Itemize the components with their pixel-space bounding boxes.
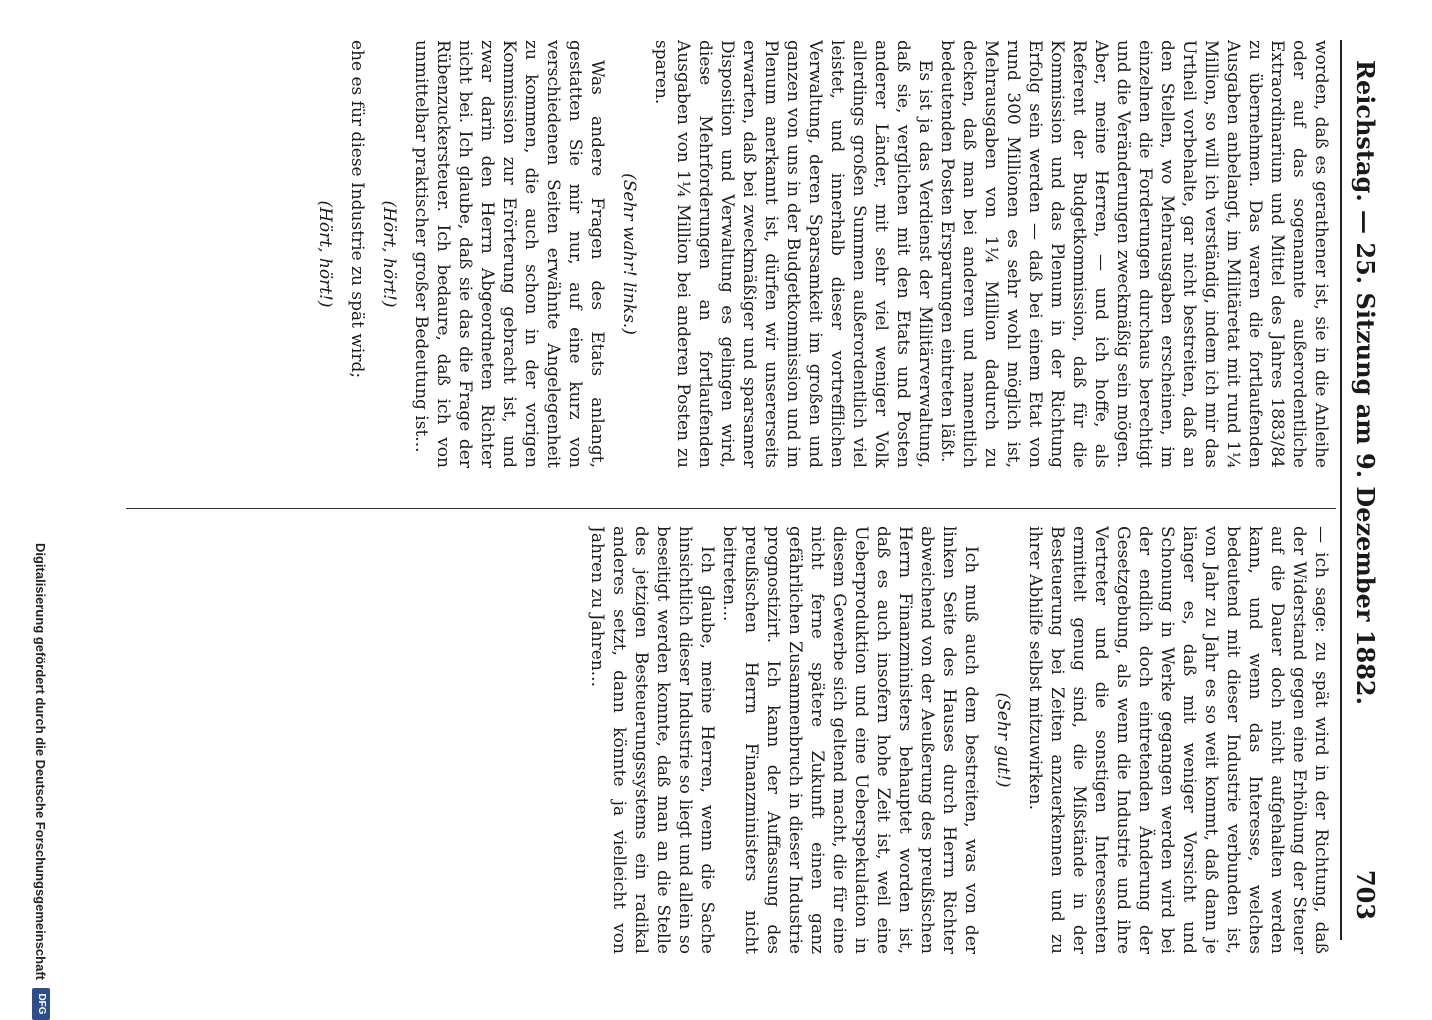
right-applause-1: (Sehr gut!) <box>993 692 1013 788</box>
dfg-logo-icon: DFG <box>32 988 50 1020</box>
left-column <box>132 40 1332 468</box>
left-applause-1: (Sehr wahr! links.) <box>619 173 639 335</box>
left-paragraph-1: worden, daß es gerathener ist, sie in die Anleihe oder auf das sogenannte außerordentliche Extraordinarium und Mittel des Jahres 1883/84 zu übernehmen. Das waren die fortlaufenden Ausgaben anbelangt, im Militäretat mit rund 1¼ Million, so will ich verständig, indem ich mir das Urtheil vorbehalte, gar nicht bestreiten, daß an den Stellen, wo Mehrausgaben erscheinen, im einzelnen die Forderungen durchaus berechtigt und die Veränderungen zweckmäßig sein mögen. Aber, meine Herren, — und ich hoffe, als Referent der Budgetkommission, daß für die Kommission und das Plenum in der Richtung Erfolg sein werden — daß bei einem Etat von rund 300 Millionen es sehr wohl möglich ist, Mehrausgaben von 1¼ Million dadurch zu decken, daß man bei anderen und namentlich bedeutenden Posten Ersparungen eintreten läßt. <box>937 40 1331 468</box>
right-paragraph-2: Ich muß auch dem bestreiten, was von der linken Seite des Hauses durch Herrn Richter abweichend von der Aeußerung des preußischen Herrn Finanzministers behauptet worden ist, daß es auch insofern hohe Zeit ist, weil eine Ueberproduktion und eine Ueberspekulation in diesem Gewerbe sich geltend macht, die für eine nicht ferne spätere Zukunft einen ganz gefährlichen Zusammenbruch in dieser Industrie prognostizirt. Ich kann der Auffassung des preußischen Herrn Finanzministers nicht beitreten... <box>719 526 981 954</box>
left-closing: ehe es für diese Industrie zu spät wird; <box>347 40 367 379</box>
right-paragraph-3: Ich glaube, meine Herren, wenn die Sache hinsichtlich dieser Industrie so liegt und allein so beseitigt werden konnte, daß man an die Stelle des jetzigen Besteuerungssystems ein radikal anderes setzt, dann könnte ja vielleicht von Jahren zu Jahren... <box>587 526 717 954</box>
left-paragraph-2: Es ist ja das Verdienst der Militärverwaltung, daß sie, verglichen mit den Etats und Posten anderer Länder, mit sehr viel weniger Volk allerdings großen Summen außerordentlich viel leistet, und innerhalb dieser vortrefflichen Verwaltung, deren Sparsamkeit im großen und ganzen von uns in der Budgetkommission und im Plenum anerkannt ist, dürfen wir unsererseits erwarten, daß bei zweckmäßiger und sparsamer Disposition und Verwaltung es gelingen wird, diese Mehrforderungen an fortlaufenden Ausgaben von 1¼ Million bei anderen Posten zu sparen. <box>651 40 935 468</box>
page-number: 703 <box>1351 869 1380 920</box>
right-paragraph-1: — ich sage: zu spät wird in der Richtung, daß der Widerstand gegen eine Erhöhung der Steuer auf die Dauer doch nicht aufgehalten werden kann, und wenn das Interesse, welches bedeutend mit dieser Industrie verbunden ist, von Jahr zu Jahr es so weit kommt, daß dann je länger es, daß mit weniger Vorsicht und Schonung in Werke gegangen werden wird bei der endlich doch eintretenden Änderung der Gesetzgebung, als wenn die Industrie und ihre Vertreter und die sonstigen Interessenten ermittelt genug sind, die Mißstände in der Besteuerung bei Zeiten anzuerkennen und zu ihrer Abhilfe selbst mitzuwirken. <box>1025 526 1331 954</box>
digitization-credit: Digitalisierung gefördert durch die Deutsche Forschungsgemeinschaft <box>33 542 48 980</box>
left-applause-2: (Hört, hört!) <box>379 200 399 308</box>
running-header: Reichstag. — 25. Sitzung am 9. Dezember 1882. <box>1351 60 1380 705</box>
left-paragraph-3: Was andere Fragen des Etats anlangt, gestatten Sie mir nur, auf eine kurz von verschiedenen Seiten erwähnte Angelegenheit zu kommen, die auch schon in der vorigen Kommission zur Erörterung gebracht ist, und zwar darin den Herrn Abgeordneten Richter nicht bei. Ich glaube, daß sie das die Frage der Rübenzuckersteuer. Ich bedaure, daß ich von unmittelbar praktischer großer Bedeutung ist... <box>411 40 607 468</box>
page-header <box>1340 40 1402 940</box>
column-divider <box>126 508 1336 509</box>
page-footer <box>20 0 50 1015</box>
right-column <box>132 526 1332 954</box>
left-applause-3: (Hört, hört!) <box>315 200 335 308</box>
